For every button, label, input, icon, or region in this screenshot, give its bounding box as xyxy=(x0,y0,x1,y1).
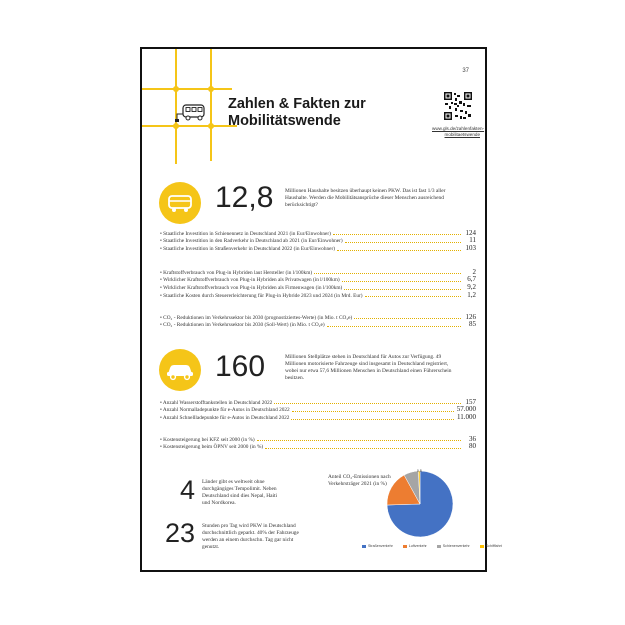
grid-dot xyxy=(208,86,214,92)
fact-value: 103 xyxy=(465,244,476,253)
legend-label: Schifffahrt xyxy=(485,544,502,548)
title-line-2: Mobilitätswende xyxy=(228,113,341,129)
grid-line xyxy=(142,125,237,127)
facts-charging xyxy=(160,398,476,421)
grid-dot xyxy=(173,86,179,92)
fact-label: • Kostensteigerung beim ÖPNV seit 2000 (in %) xyxy=(160,444,264,451)
fact-label: • Wirklicher Kraftstoffverbrauch von Plug-in Hybriden als Firmenwagen (in l/100km) xyxy=(160,285,343,292)
legend-swatch xyxy=(480,545,484,548)
car-circle-icon xyxy=(159,349,201,391)
fact-value: 126 xyxy=(465,312,476,321)
big-number-households: 12,8 xyxy=(215,181,274,214)
chart-legend xyxy=(362,544,502,548)
car-icon xyxy=(159,349,201,391)
pie-data-label: 0,8 xyxy=(416,469,422,474)
bus-icon xyxy=(159,182,201,224)
fact-label: • Staatliche Investition in Straßenverkehr in Deutschland 2022 (in Eur/Einwohner) xyxy=(160,246,335,253)
dotted-leader xyxy=(257,440,461,441)
fact-value: 57.000 xyxy=(456,405,476,414)
fact-label: • Anzahl Schnellladepunkte für e-Autos in Deutschland 2022 xyxy=(160,415,290,422)
fact-label: • Staatliche Investition in Schienennetz in Deutschland 2021 (in Eur/Einwohner) xyxy=(160,230,331,237)
dotted-leader xyxy=(333,234,461,235)
fact-value: 9,2 xyxy=(467,283,476,292)
fact-row xyxy=(160,398,476,406)
grid-dot xyxy=(208,123,214,129)
fact-label: • Anzahl Wasserstofftankstellen in Deutschland 2022 xyxy=(160,399,273,406)
fact-row xyxy=(160,283,476,291)
fact-label: • Wirklicher Kraftstoffverbrauch von Plug-in Hybriden als Privatwagen (in l/100km) xyxy=(160,277,340,284)
dotted-leader xyxy=(314,273,461,274)
fact-value: 1,2 xyxy=(467,290,476,299)
fact-value: 11 xyxy=(469,236,476,245)
stat-number-23: 23 xyxy=(165,518,196,548)
stat-number-4: 4 xyxy=(180,475,196,505)
fact-row xyxy=(160,321,476,329)
dotted-leader xyxy=(265,448,461,449)
fact-row xyxy=(160,268,476,276)
legend-item xyxy=(437,544,470,548)
fact-value: 36 xyxy=(469,434,476,443)
grid-line xyxy=(210,49,212,161)
fact-row xyxy=(160,244,476,252)
fact-label: • Kraftstoffverbrauch von Plug-in Hybriden laut Hersteller (in l/100km) xyxy=(160,269,313,276)
fact-label: • Staatliche Kosten durch Steuererleichterung für Plug-in Hybride 2023 und 2024 (in Mrd. Eur) xyxy=(160,292,363,299)
stat-text-4: Länder gibt es weltweit ohne durchgängiges Tempolimit. Neben Deutschland sind dies Nepal, Haiti und Nordkorea. xyxy=(202,479,278,506)
legend-label: Straßenverkehr xyxy=(368,544,393,548)
fact-value: 157 xyxy=(465,397,476,406)
legend-item xyxy=(403,544,427,548)
fact-value: 124 xyxy=(465,228,476,237)
legend-swatch xyxy=(437,545,441,548)
fact-row xyxy=(160,413,476,421)
legend-swatch xyxy=(403,545,407,548)
fact-label: • Anzahl Normalladepunkte für e-Autos in Deutschland 2022 xyxy=(160,407,290,414)
legend-item xyxy=(480,544,502,548)
page-title xyxy=(228,96,428,130)
parking-description: Millionen Stellplätze stehen in Deutschland für Autos zur Verfügung. 49 Millionen motorisierte Fahrzeuge sind insgesamt in Deutschland registriert, wobei nur etwa 57,6 Millionen Menschen in Deutschland einen Führerschein besitzen. xyxy=(285,354,452,381)
dotted-leader xyxy=(274,403,461,404)
facts-prices xyxy=(160,435,476,450)
legend-label: Schienenverkehr xyxy=(442,544,470,548)
co2-pie-chart xyxy=(380,464,460,544)
grid-line xyxy=(142,88,232,90)
fact-label: • Kostensteigerung bei KFZ seit 2000 (in %) xyxy=(160,436,255,443)
fact-value: 11.000 xyxy=(457,413,476,422)
fact-row xyxy=(160,443,476,451)
big-number-parking: 160 xyxy=(215,350,266,383)
qr-code-icon xyxy=(443,91,473,121)
fact-value: 85 xyxy=(469,320,476,329)
fact-row xyxy=(160,435,476,443)
households-description: Millionen Haushalte besitzen überhaupt keinen PKW. Das ist fast 1/3 aller Haushalte. Werden die Mobilitätsansprüche dieser Menschen ausreichend berücksichtigt? xyxy=(285,188,446,208)
fact-row xyxy=(160,313,476,321)
chart-title: Anteil CO₂-Emissionen nach Verkehrsträger 2021 (in %) xyxy=(328,474,391,487)
document-page xyxy=(140,47,502,572)
fact-row xyxy=(160,237,476,245)
dotted-leader xyxy=(292,411,454,412)
electric-bus-icon xyxy=(175,102,207,124)
stat-text-23: Stunden pro Tag wird PKW in Deutschland durchschnittlich geparkt. 40% der Fahrzeuge werden an einem durchschn. Tag gar nicht genutzt. xyxy=(202,523,299,550)
dotted-leader xyxy=(291,419,454,420)
legend-label: Luftverkehr xyxy=(408,544,427,548)
fact-row xyxy=(160,291,476,299)
dotted-leader xyxy=(354,318,461,319)
legend-swatch xyxy=(362,545,366,548)
dotted-leader xyxy=(342,281,461,282)
dotted-leader xyxy=(365,296,462,297)
dotted-leader xyxy=(337,250,461,251)
fact-label: • CO₂ - Reduktionen im Verkehrssektor bis 2030 (Soll-Wert) (in Mio. t CO₂e) xyxy=(160,322,325,329)
fact-value: 80 xyxy=(469,442,476,451)
facts-investment xyxy=(160,229,476,252)
bus-circle-icon xyxy=(159,182,201,224)
dotted-leader xyxy=(345,242,461,243)
facts-co2 xyxy=(160,313,476,328)
dotted-leader xyxy=(344,289,461,290)
page-number: 37 xyxy=(462,68,469,74)
fact-row xyxy=(160,276,476,284)
fact-label: • CO₂ - Reduktionen im Verkehrssektor bis 2030 (prognostiziertes-Werte) (in Mio. t CO₂e) xyxy=(160,314,353,321)
fact-row xyxy=(160,229,476,237)
fact-label: • Staatliche Investition in den Radverkehr in Deutschland ab 2021 (in Eur/Einwohner) xyxy=(160,238,343,245)
fact-value: 6,7 xyxy=(467,275,476,284)
title-line-1: Zahlen & Fakten zur xyxy=(228,96,366,112)
qr-link[interactable]: www.gls.de/zahlenfakten-mobilitaetswende xyxy=(432,126,485,137)
facts-plugin-hybrid xyxy=(160,268,476,299)
legend-item xyxy=(362,544,393,548)
fact-value: 2 xyxy=(472,267,476,276)
fact-row xyxy=(160,406,476,414)
dotted-leader xyxy=(327,326,461,327)
